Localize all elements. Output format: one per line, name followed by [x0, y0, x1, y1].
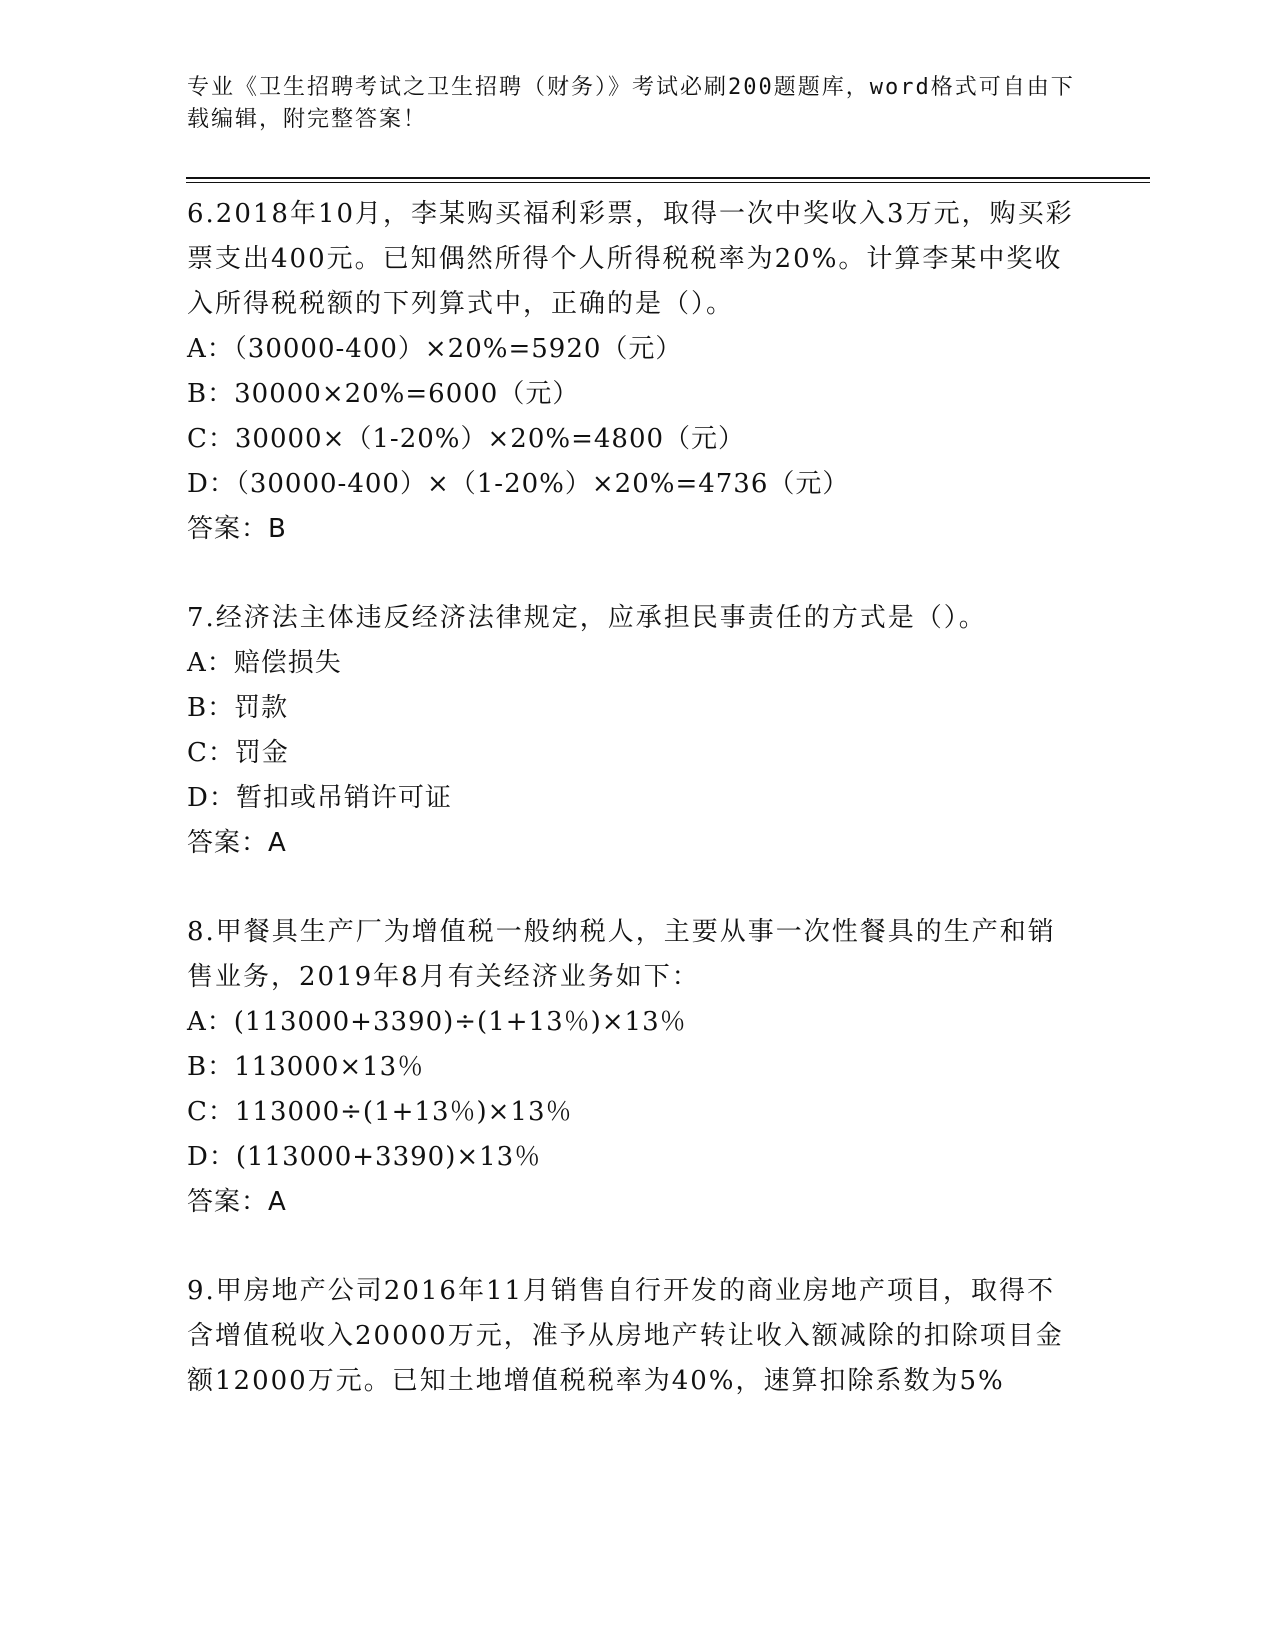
option-a: A：（30000-400）×20%=5920（元） — [187, 334, 683, 364]
answer: 答案：A — [187, 828, 287, 858]
header-divider — [186, 177, 1150, 179]
option-d: D：(113000+3390)×13％ — [187, 1142, 542, 1172]
question-7 — [187, 596, 1077, 866]
question-text: 8.甲餐具生产厂为增值税一般纳税人，主要从事一次性餐具的生产和销售业务，2019年8月有关经济业务如下： — [187, 917, 1056, 992]
option-b: B：30000×20%=6000（元） — [187, 379, 580, 409]
option-a: A：(113000+3390)÷(1+13％)×13％ — [187, 1007, 687, 1037]
option-c: C：罚金 — [187, 738, 289, 768]
option-c: C：30000×（1-20%）×20%=4800（元） — [187, 424, 746, 454]
option-b: B：113000×13％ — [187, 1052, 425, 1082]
option-a: A：赔偿损失 — [187, 648, 342, 678]
question-text: 7.经济法主体违反经济法律规定，应承担民事责任的方式是（）。 — [187, 603, 987, 633]
document-header: 专业《卫生招聘考试之卫生招聘（财务）》考试必刷200题题库，word格式可自由下载编辑，附完整答案！ — [187, 75, 1075, 132]
answer: 答案：B — [187, 514, 287, 544]
question-text: 9.甲房地产公司2016年11月销售自行开发的商业房地产项目，取得不含增值税收入20000万元，准予从房地产转让收入额减除的扣除项目金额12000万元。已知土地增值税税率为40%，速算扣除系数为5% — [187, 1276, 1064, 1396]
header-divider-thin — [186, 182, 1150, 183]
option-c: C：113000÷(1+13％)×13％ — [187, 1097, 573, 1127]
option-d: D：（30000-400）×（1-20%）×20%=4736（元） — [187, 469, 850, 499]
question-8 — [187, 910, 1077, 1225]
answer: 答案：A — [187, 1187, 287, 1217]
question-6 — [187, 192, 1077, 552]
question-text: 6.2018年10月，李某购买福利彩票，取得一次中奖收入3万元，购买彩票支出400元。已知偶然所得个人所得税税率为20%。计算李某中奖收入所得税税额的下列算式中，正确的是（）。 — [187, 199, 1074, 319]
option-d: D：暂扣或吊销许可证 — [187, 783, 452, 813]
option-b: B：罚款 — [187, 693, 289, 723]
question-list — [187, 192, 1077, 1448]
question-9 — [187, 1269, 1077, 1404]
